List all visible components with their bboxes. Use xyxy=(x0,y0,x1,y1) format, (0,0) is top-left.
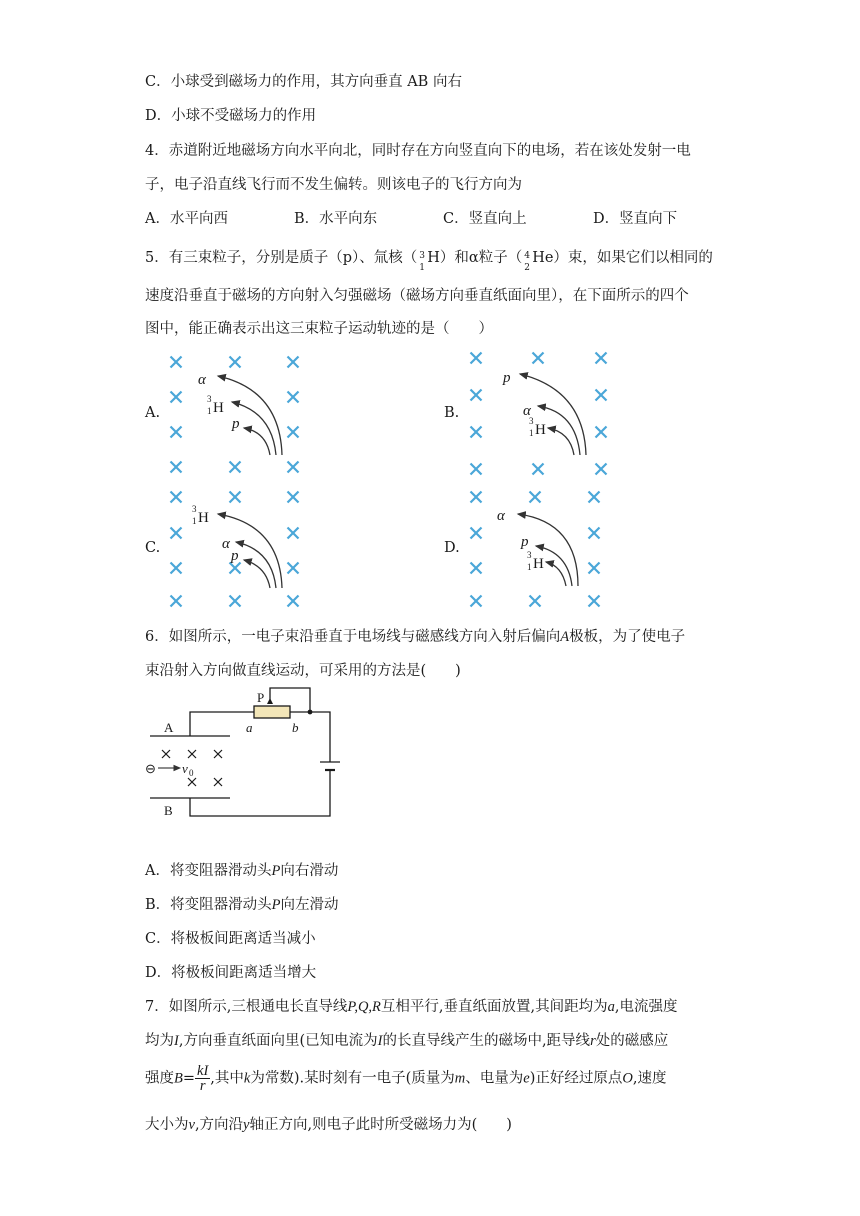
q7-line4-part2: ,方向沿 xyxy=(194,1117,244,1133)
q7-formula-fraction xyxy=(195,1064,210,1093)
q7-line3-part2: ,其中 xyxy=(210,1070,244,1087)
q7-v-var: v xyxy=(188,1117,195,1133)
q7-line1-part1: 7．如图所示,三根通电长直导线 xyxy=(145,999,348,1015)
q7-line1-part3: ,电流强度 xyxy=(614,999,678,1015)
q6-option-a-part2: 向右滑动 xyxy=(280,863,339,879)
q5-figure-label-a: A. xyxy=(145,405,161,421)
q7-line2-part2: ,方向垂直纸面向里(已知电流为 xyxy=(178,1033,378,1049)
fig-a-label-h: H xyxy=(213,400,224,416)
q7-fraction-numerator: kI xyxy=(197,1063,209,1079)
q4-option-a: A．水平向西 xyxy=(145,211,228,227)
fig-c-label-h: H xyxy=(198,510,209,526)
fig-d-h-charge: 1 xyxy=(527,562,532,572)
q7-line2-part1: 均为 xyxy=(145,1033,174,1049)
q7-line2-part3: 的长直导线产生的磁场中,距导线 xyxy=(382,1033,591,1049)
q7-wire-names: P,Q,R xyxy=(347,999,381,1015)
fig-a-label-alpha: α xyxy=(198,372,206,388)
q7-current-var-2: I xyxy=(377,1033,383,1049)
q6-option-a xyxy=(145,861,338,881)
q7-line3-part1: 强度 xyxy=(145,1070,174,1087)
q7-fraction-denominator: r xyxy=(199,1078,206,1094)
q4-stem-line2: 子，电子沿直线飞行而不发生偏转。则该电子的飞行方向为 xyxy=(145,177,522,193)
q7-y-var: y xyxy=(243,1117,250,1133)
q4-option-c: C．竖直向上 xyxy=(443,211,527,227)
q6-option-d: D．将极板间距离适当增大 xyxy=(145,965,317,981)
q5-figure-label-c: C. xyxy=(145,540,161,556)
fig-c-label-alpha: α xyxy=(222,536,230,552)
fig-c-h-charge: 1 xyxy=(192,516,197,526)
q7-origin-var: O xyxy=(622,1070,633,1087)
q7-stem-line3 xyxy=(145,1064,666,1093)
q3-option-d: D．小球不受磁场力的作用 xyxy=(145,108,317,124)
q5-alpha-mass: 4 xyxy=(524,251,530,261)
circuit-plate-b-label: B xyxy=(164,803,173,818)
q5-stem-line3: 图中，能正确表示出这三束粒子运动轨迹的是（ ） xyxy=(145,321,493,337)
q7-line3-part5: )正好经过原点 xyxy=(529,1070,623,1087)
q7-line3-part4: 、电量为 xyxy=(465,1070,524,1087)
q6-circuit-diagram xyxy=(140,684,360,824)
q6-option-a-part1: A．将变阻器滑动头 xyxy=(145,863,272,879)
q5-tritium-mass: 3 xyxy=(419,251,425,261)
q5-line1-part3: He）束，如果它们以相同的 xyxy=(532,250,713,266)
q7-line4-part3: 轴正方向,则电子此时所受磁场力为( ) xyxy=(249,1117,512,1133)
fig-b-h-charge: 1 xyxy=(529,428,534,438)
q6-option-a-p: P xyxy=(271,863,281,879)
q6-stem-line2: 束沿射入方向做直线运动，可采用的方法是( ) xyxy=(145,663,461,679)
circuit-label-p: P xyxy=(257,690,265,705)
q7-distance-var: a xyxy=(607,999,615,1015)
fig-c-label-p: p xyxy=(231,548,239,564)
circuit-electron-icon: ⊖ xyxy=(145,761,156,776)
circuit-velocity-label: v xyxy=(182,761,188,776)
fig-d-field-crosses xyxy=(471,492,600,607)
q7-r-var: r xyxy=(590,1033,596,1049)
q6-line1-part1: 6．如图所示，一电子束沿垂直于电场线与磁感线方向入射后偏向 xyxy=(145,629,561,645)
fig-b-label-p: p xyxy=(503,370,511,386)
fig-b-h-mass: 3 xyxy=(529,416,534,426)
q6-line1-part2: 极板，为了使电子 xyxy=(569,629,686,645)
q6-plate-a-ref: A xyxy=(560,629,570,645)
q7-stem-line1 xyxy=(145,997,678,1017)
q5-tritium-charge: 1 xyxy=(419,263,425,273)
circuit-plate-a-label: A xyxy=(164,720,174,735)
q5-stem-line2: 速度沿垂直于磁场的方向射入匀强磁场（磁场方向垂直纸面向里），在下面所示的四个 xyxy=(145,288,689,304)
q7-line3-part3: 为常数).某时刻有一电子(质量为 xyxy=(250,1070,455,1087)
q7-m-var: m xyxy=(454,1070,466,1087)
q6-option-c: C．将极板间距离适当减小 xyxy=(145,931,316,947)
q7-stem-line2 xyxy=(145,1031,668,1051)
q7-b-var: B xyxy=(174,1070,183,1087)
fig-d-h-mass: 3 xyxy=(527,550,532,560)
fig-c-h-mass: 3 xyxy=(192,504,197,514)
fig-b-field-crosses xyxy=(471,353,607,475)
q6-option-b-part1: B．将变阻器滑动头 xyxy=(145,897,272,913)
q7-line3-part6: ,速度 xyxy=(632,1070,667,1087)
q6-stem-line1 xyxy=(145,627,685,647)
fig-b-label-alpha: α xyxy=(523,403,531,419)
q6-option-b xyxy=(145,895,339,915)
q7-equals: = xyxy=(182,1070,196,1087)
q4-option-b: B．水平向东 xyxy=(294,211,378,227)
q6-option-b-part2: 向左滑动 xyxy=(280,897,339,913)
fig-d-label-alpha: α xyxy=(497,508,505,524)
q7-current-var: I xyxy=(174,1033,179,1049)
q5-line1-part2: H）和α粒子（ xyxy=(427,250,523,266)
q7-line1-part2: 互相平行,垂直纸面放置,其间距均为 xyxy=(380,999,608,1015)
fig-b-label-h: H xyxy=(535,422,546,438)
fig-a-h-charge: 1 xyxy=(207,406,212,416)
q5-figure-label-d: D. xyxy=(444,540,460,556)
q5-figure-label-b: B. xyxy=(444,405,460,421)
fig-a-field-crosses xyxy=(171,357,299,473)
fig-a-trajectories xyxy=(218,376,282,455)
q4-option-d: D．竖直向下 xyxy=(593,211,678,227)
fig-d-label-p: p xyxy=(521,534,529,550)
q6-option-b-p: P xyxy=(271,897,281,913)
q7-k-var: k xyxy=(243,1070,251,1087)
fig-d-label-h: H xyxy=(533,556,544,572)
q7-line2-part4: 处的磁感应 xyxy=(595,1033,669,1049)
q7-e-var: e xyxy=(523,1070,530,1087)
fig-a-h-mass: 3 xyxy=(207,394,212,404)
q5-alpha-charge: 2 xyxy=(524,263,530,273)
circuit-label-a: a xyxy=(246,720,253,735)
q5-line1-part1: 5．有三束粒子，分别是质子（p）、氚核（ xyxy=(145,250,418,266)
q3-option-c: C．小球受到磁场力的作用，其方向垂直 AB 向右 xyxy=(145,74,462,90)
q7-stem-line4 xyxy=(145,1115,512,1135)
q7-line4-part1: 大小为 xyxy=(145,1117,189,1133)
q4-stem-line1: 4．赤道附近地磁场方向水平向北，同时存在方向竖直向下的电场，若在该处发射一电 xyxy=(145,143,691,159)
circuit-label-b: b xyxy=(292,720,299,735)
circuit-velocity-subscript: 0 xyxy=(189,768,194,778)
fig-a-label-p: p xyxy=(232,416,240,432)
